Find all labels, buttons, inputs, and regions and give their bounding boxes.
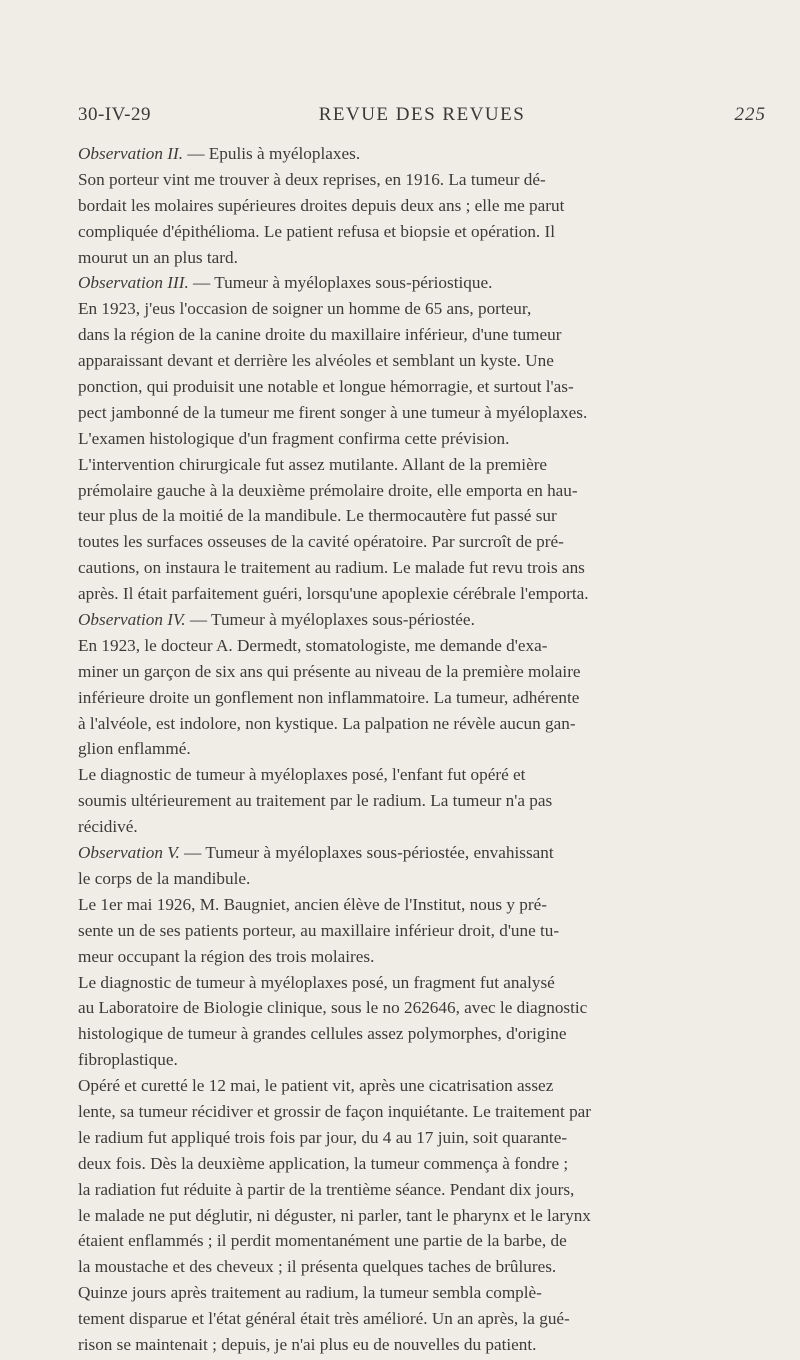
observation-title: — Epulis à myéloplaxes. (183, 144, 361, 163)
text-line (78, 503, 768, 529)
journal-title: REVUE DES REVUES (318, 104, 526, 125)
observation-title: — Tumeur à myéloplaxes sous-périostée. (185, 610, 475, 630)
text-line (78, 711, 768, 737)
line-text: la moustache et des cheveux ; il présenta quelques taches de brûlures. (78, 1257, 557, 1277)
line-text: compliquée d'épithélioma. Le patient refusa et biopsie et opération. Il (78, 221, 556, 241)
text-line (78, 193, 768, 219)
text-line (78, 452, 768, 478)
line-text: prémolaire gauche à la deuxième prémolaire droite, elle emporta en hau- (78, 480, 578, 500)
text-line (78, 426, 768, 452)
line-text: deux fois. Dès la deuxième application, la tumeur commença à fondre ; (78, 1153, 569, 1173)
article-body (78, 141, 768, 1358)
observation-label: Observation III. (78, 273, 189, 293)
text-line (78, 219, 768, 245)
text-line (78, 944, 768, 970)
line-text: au Laboratoire de Biologie clinique, sous le no 262646, avec le diagnostic (78, 998, 588, 1018)
line-text: bordait les molaires supérieures droites depuis deux ans ; elle me parut (78, 195, 565, 215)
line-text: histologique de tumeur à grandes cellules assez polymorphes, d'origine (78, 1024, 567, 1044)
line-text: miner un garçon de six ans qui présente au niveau de la première molaire (78, 661, 581, 681)
text-line (78, 918, 768, 944)
line-text: L'examen histologique d'un fragment confirma cette prévision. (78, 428, 510, 448)
text-line (78, 788, 768, 814)
text-line (78, 995, 768, 1021)
line-text: récidivé. (78, 817, 138, 837)
line-text: Le 1er mai 1926, M. Baugniet, ancien élève de l'Institut, nous y pré- (78, 894, 547, 914)
issue-date: 30-IV-29 (78, 104, 151, 125)
observation-label: Observation II. (78, 144, 184, 163)
text-line (78, 1125, 768, 1151)
line-text: ponction, qui produisit une notable et longue hémorragie, et surtout l'as- (78, 377, 574, 397)
line-text: à l'alvéole, est indolore, non kystique. La palpation ne révèle aucun gan- (78, 713, 576, 733)
line-text: la radiation fut réduite à partir de la trentième séance. Pendant dix jours, (78, 1179, 575, 1199)
text-line (78, 1151, 768, 1177)
line-text: En 1923, j'eus l'occasion de soigner un homme de 65 ans, porteur, (78, 299, 532, 319)
text-line (78, 1073, 768, 1099)
text-line (78, 892, 768, 918)
line-text: soumis ultérieurement au traitement par le radium. La tumeur n'a pas (78, 791, 553, 811)
text-line (78, 1280, 768, 1306)
line-text: lente, sa tumeur récidiver et grossir de façon inquiétante. Le traitement par (78, 1101, 592, 1121)
line-text: tement disparue et l'état général était très amélioré. Un an après, la gué- (78, 1309, 570, 1329)
line-text: toutes les surfaces osseuses de la cavité opératoire. Par surcroît de pré- (78, 532, 564, 552)
line-text: après. Il était parfaitement guéri, lorsqu'une apoplexie cérébrale l'emporta. (78, 584, 589, 604)
text-line (78, 685, 768, 711)
text-line (78, 167, 768, 193)
page-number: 225 (734, 104, 766, 125)
text-line (78, 1306, 768, 1332)
line-text: dans la région de la canine droite du maxillaire inférieur, d'une tumeur (78, 325, 562, 345)
line-text: L'intervention chirurgicale fut assez mutilante. Allant de la première (78, 454, 548, 474)
text-line (78, 581, 768, 607)
observation-title: — Tumeur à myéloplaxes sous-périostique. (188, 273, 493, 293)
text-line (78, 529, 768, 555)
text-line (78, 814, 768, 840)
observation-label: Observation IV. (78, 610, 186, 630)
line-text: Quinze jours après traitement au radium, la tumeur sembla complè- (78, 1283, 542, 1303)
text-line (78, 633, 768, 659)
observation-label: Observation V. (78, 843, 180, 863)
line-text: mourut un an plus tard. (78, 247, 238, 267)
line-text: En 1923, le docteur A. Dermedt, stomatologiste, me demande d'exa- (78, 635, 548, 655)
text-line (78, 374, 768, 400)
running-head (78, 104, 766, 128)
line-text: fibroplastique. (78, 1050, 178, 1070)
observation-heading (78, 840, 768, 866)
text-line (78, 348, 768, 374)
text-line (78, 478, 768, 504)
text-line (78, 245, 768, 271)
line-text: le corps de la mandibule. (78, 868, 251, 888)
line-text: meur occupant la région des trois molaires. (78, 946, 375, 966)
text-line (78, 555, 768, 581)
line-text: teur plus de la moitié de la mandibule. Le thermocautère fut passé sur (78, 506, 557, 526)
line-text: Son porteur vint me trouver à deux reprises, en 1916. La tumeur dé- (78, 169, 546, 189)
text-line (78, 736, 768, 762)
line-text: le malade ne put déglutir, ni déguster, ni parler, tant le pharynx et le larynx (78, 1205, 591, 1225)
text-line (78, 1177, 768, 1203)
text-line (78, 322, 768, 348)
text-line (78, 1203, 768, 1229)
text-line (78, 296, 768, 322)
line-text: le radium fut appliqué trois fois par jour, du 4 au 17 juin, soit quarante- (78, 1127, 568, 1147)
line-text: Le diagnostic de tumeur à myéloplaxes posé, l'enfant fut opéré et (78, 765, 526, 785)
text-line (78, 1332, 768, 1358)
text-line (78, 970, 768, 996)
line-text: pect jambonné de la tumeur me firent songer à une tumeur à myéloplaxes. (78, 402, 588, 422)
text-line (78, 1047, 768, 1073)
text-line (78, 1021, 768, 1047)
observation-heading (78, 141, 768, 167)
line-text: inférieure droite un gonflement non inflammatoire. La tumeur, adhérente (78, 687, 580, 707)
observation-heading (78, 607, 768, 633)
line-text: Opéré et curetté le 12 mai, le patient vit, après une cicatrisation assez (78, 1076, 554, 1096)
line-text: Le diagnostic de tumeur à myéloplaxes posé, un fragment fut analysé (78, 972, 555, 992)
line-text: apparaissant devant et derrière les alvéoles et semblant un kyste. Une (78, 351, 554, 371)
line-text: cautions, on instaura le traitement au radium. Le malade fut revu trois ans (78, 558, 585, 578)
text-line (78, 1254, 768, 1280)
observation-title: — Tumeur à myéloplaxes sous-périostée, envahissant (179, 843, 554, 863)
line-text: étaient enflammés ; il perdit momentanément une partie de la barbe, de (78, 1231, 567, 1251)
text-line (78, 1099, 768, 1125)
text-line (78, 659, 768, 685)
text-line (78, 762, 768, 788)
line-text: rison se maintenait ; depuis, je n'ai plus eu de nouvelles du patient. (78, 1334, 537, 1354)
line-text: sente un de ses patients porteur, au maxillaire inférieur droit, d'une tu- (78, 920, 560, 940)
observation-heading (78, 270, 768, 296)
line-text: glion enflammé. (78, 739, 191, 759)
text-line (78, 400, 768, 426)
text-line (78, 866, 768, 892)
text-line (78, 1228, 768, 1254)
